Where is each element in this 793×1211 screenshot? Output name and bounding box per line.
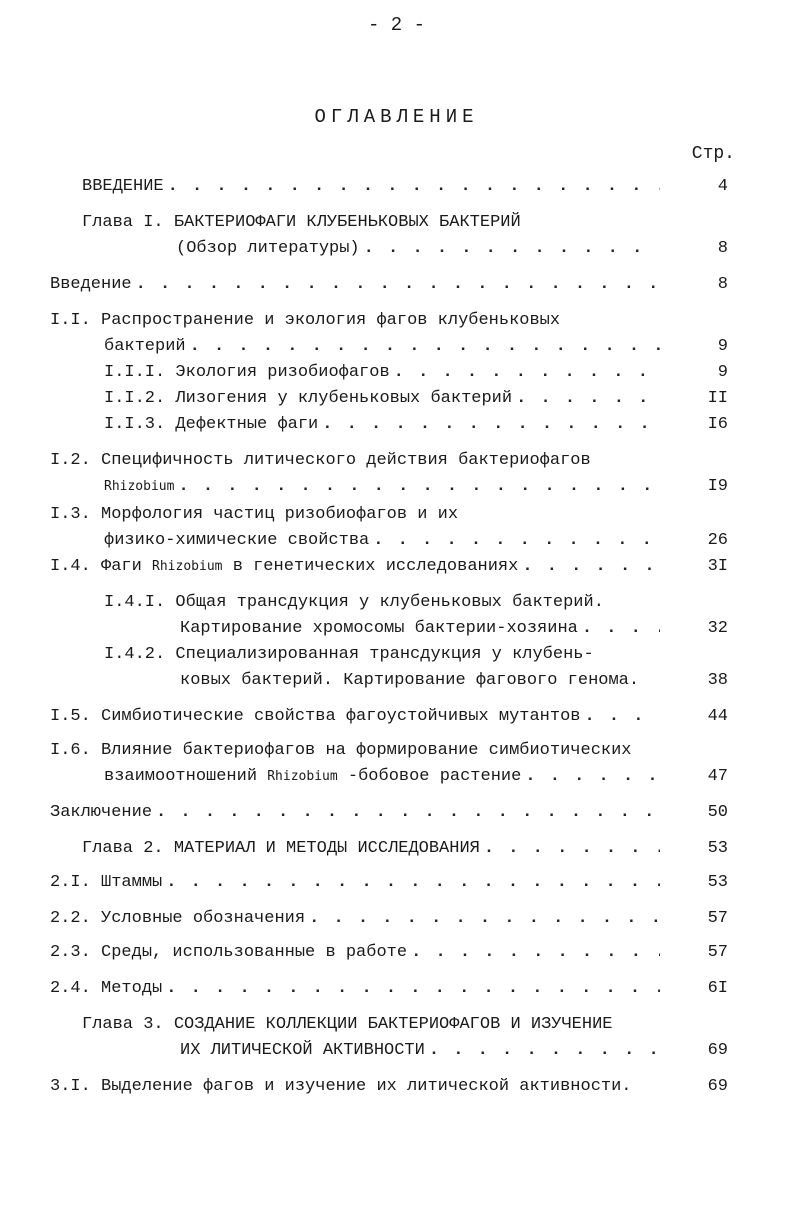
- toc-entry-page: 9: [717, 363, 728, 382]
- toc-chapter-3-cont[interactable]: [180, 1040, 728, 1062]
- toc-entry-page: 3I: [707, 557, 728, 576]
- toc-entry-page: 38: [707, 671, 728, 690]
- dot-leader: [364, 238, 660, 260]
- toc-entry-number: I.I.I.: [104, 363, 166, 382]
- toc-entry-1-1-3[interactable]: [104, 414, 728, 436]
- toc-entry-page: 47: [707, 767, 728, 786]
- dot-leader: [394, 362, 660, 384]
- toc-entry-number: I.I.3.: [104, 415, 166, 434]
- page-number: - 2 -: [367, 14, 425, 36]
- toc-entry-text: Условные обозначения: [101, 909, 306, 928]
- toc-entry-number: I.2.: [50, 451, 91, 470]
- toc-entry-text: Общая трансдукция у клубеньковых бактерий.: [175, 593, 604, 612]
- toc-entry-page: 9: [717, 337, 728, 356]
- toc-entry-number: I.4.I.: [104, 593, 166, 612]
- dot-leader: [178, 476, 660, 498]
- toc-entry-page: 50: [707, 803, 728, 822]
- toc-entry-1-2-cont[interactable]: [104, 476, 728, 498]
- toc-entry-page: I6: [707, 415, 728, 434]
- toc-entry-number: 2.3.: [50, 943, 91, 962]
- toc-entry-text: Дефектные фаги: [175, 415, 319, 434]
- toc-entry-text: Штаммы: [101, 873, 163, 892]
- toc-entry-1-4[interactable]: [50, 556, 728, 578]
- toc-entry-text: взаимоотношений: [104, 767, 258, 786]
- dot-leader: [136, 274, 660, 296]
- toc-entry-1-6-cont[interactable]: [104, 766, 728, 788]
- toc-entry-literature-review[interactable]: [176, 238, 728, 260]
- toc-entry-text: -бобовое растение: [347, 767, 522, 786]
- dot-leader: [322, 414, 660, 436]
- toc-entry-page: 53: [707, 873, 728, 892]
- toc-chapter-3-title[interactable]: Глава 3. СОЗДАНИЕ КОЛЛЕКЦИИ БАКТЕРИОФАГОВ И ИЗУЧЕНИЕ: [82, 1015, 613, 1034]
- toc-entry-page: 53: [707, 839, 728, 858]
- toc-entry-page: 26: [707, 531, 728, 550]
- toc-entry-1-1-1[interactable]: [104, 362, 728, 384]
- toc-entry-number: 3.I.: [50, 1077, 91, 1096]
- toc-heading: ОГЛАВЛЕНИЕ: [314, 106, 479, 128]
- dot-leader: [484, 838, 660, 860]
- toc-entry-1-4-1[interactable]: [104, 592, 604, 614]
- toc-entry-2-2[interactable]: [50, 908, 728, 930]
- toc-entry-3-1[interactable]: [50, 1076, 728, 1098]
- toc-entry-text: ковых бактерий. Картирование фагового генома.: [180, 671, 640, 690]
- toc-entry-text: Выделение фагов и изучение их литической активности.: [101, 1077, 632, 1096]
- dot-leader: [190, 336, 660, 358]
- toc-entry-page: 69: [707, 1041, 728, 1060]
- toc-entry-text: Среды, использованные в работе: [101, 943, 408, 962]
- toc-entry-1-4-2-cont[interactable]: [180, 670, 728, 692]
- toc-entry-page: 6I: [707, 979, 728, 998]
- toc-entry-1-4-2[interactable]: [104, 644, 594, 666]
- toc-chapter-1-title[interactable]: Глава I. БАКТЕРИОФАГИ КЛУБЕНЬКОВЫХ БАКТЕРИЙ: [82, 213, 521, 232]
- toc-entry-number: I.I.: [50, 311, 91, 330]
- toc-entry-text: Специализированная трансдукция у клубень-: [175, 645, 594, 664]
- toc-entry-text: Картирование хромосомы бактерии-хозяина: [180, 619, 578, 638]
- toc-entry-1-1[interactable]: [50, 310, 560, 332]
- toc-entry-text: Симбиотические свойства фагоустойчивых мутантов: [101, 707, 581, 726]
- dot-leader: [156, 802, 660, 824]
- dot-leader: [166, 872, 660, 894]
- toc-entry-number: I.6.: [50, 741, 91, 760]
- toc-entry-1-3[interactable]: [50, 504, 458, 526]
- toc-chapter-2[interactable]: [82, 838, 728, 860]
- toc-entry-1-6[interactable]: [50, 740, 632, 762]
- toc-entry-text: ИХ ЛИТИЧЕСКОЙ АКТИВНОСТИ: [180, 1041, 425, 1060]
- toc-entry-text: Лизогения у клубеньковых бактерий: [175, 389, 513, 408]
- toc-entry-number: 2.I.: [50, 873, 91, 892]
- toc-entry-number: I.4.2.: [104, 645, 166, 664]
- toc-entry-2-4[interactable]: [50, 978, 728, 1000]
- toc-entry-page: 8: [717, 275, 728, 294]
- toc-entry-number: I.5.: [50, 707, 91, 726]
- toc-entry-1-1-cont[interactable]: [104, 336, 728, 358]
- toc-entry-text: (Обзор литературы): [176, 239, 360, 258]
- toc-entry-page: 69: [707, 1077, 728, 1096]
- toc-entry-text: Морфология частиц ризобиофагов и их: [101, 505, 459, 524]
- dot-leader: [168, 176, 660, 198]
- toc-entry-text: физико-химические свойства: [104, 531, 370, 550]
- toc-entry-text: Введение: [50, 275, 132, 294]
- dot-leader: [309, 908, 660, 930]
- toc-entry-text: Влияние бактериофагов на формирование симбиотических: [101, 741, 632, 760]
- toc-entry-page: II: [707, 389, 728, 408]
- toc-entry-1-4-1-cont[interactable]: [180, 618, 728, 640]
- toc-entry-text: Заключение: [50, 803, 153, 822]
- toc-entry-text: ВВЕДЕНИЕ: [82, 177, 164, 196]
- toc-entry-number: 2.4.: [50, 979, 91, 998]
- toc-entry-text: Фаги: [101, 557, 142, 576]
- dot-leader: [429, 1040, 660, 1062]
- toc-entry-page: 32: [707, 619, 728, 638]
- toc-entry-number: I.3.: [50, 505, 91, 524]
- toc-entry-text: Методы: [101, 979, 163, 998]
- toc-entry-text: Специфичность литического действия бактериофагов: [101, 451, 591, 470]
- toc-entry-page: 8: [717, 239, 728, 258]
- page-column-label: Стр.: [691, 144, 735, 164]
- toc-entry-text: Глава 2. МАТЕРИАЛ И МЕТОДЫ ИССЛЕДОВАНИЯ: [82, 839, 480, 858]
- toc-entry-page: 4: [717, 177, 728, 196]
- toc-entry-introduction[interactable]: [82, 176, 728, 198]
- toc-entry-conclusion[interactable]: [50, 802, 728, 824]
- toc-entry-page: I9: [707, 477, 728, 496]
- toc-entry-page: 44: [707, 707, 728, 726]
- toc-entry-page: 57: [707, 909, 728, 928]
- dot-leader: [373, 530, 660, 552]
- toc-entry-2-1[interactable]: [50, 872, 728, 894]
- toc-entry-number: I.4.: [50, 557, 91, 576]
- toc-entry-number: 2.2.: [50, 909, 91, 928]
- toc-entry-text: Распространение и экология фагов клубеньковых: [101, 311, 561, 330]
- dot-leader: [411, 942, 660, 964]
- toc-entry-latin-term: Rhizobium: [152, 559, 223, 574]
- toc-entry-text: Rhizobium: [104, 479, 175, 494]
- toc-entry-1-5[interactable]: [50, 706, 728, 728]
- toc-entry-number: I.I.2.: [104, 389, 166, 408]
- toc-entry-latin-term: Rhizobium: [267, 769, 338, 784]
- toc-entry-text: в генетических исследованиях: [232, 557, 519, 576]
- toc-entry-1-1-2[interactable]: [104, 388, 728, 410]
- toc-entry-page: 57: [707, 943, 728, 962]
- toc-entry-1-2[interactable]: [50, 450, 591, 472]
- toc-entry-1-3-cont[interactable]: [104, 530, 728, 552]
- toc-entry-text: бактерий: [104, 337, 186, 356]
- toc-entry-ch1-introduction[interactable]: [50, 274, 728, 296]
- toc-entry-2-3[interactable]: [50, 942, 728, 964]
- dot-leader: [166, 978, 660, 1000]
- toc-entry-text: Экология ризобиофагов: [175, 363, 390, 382]
